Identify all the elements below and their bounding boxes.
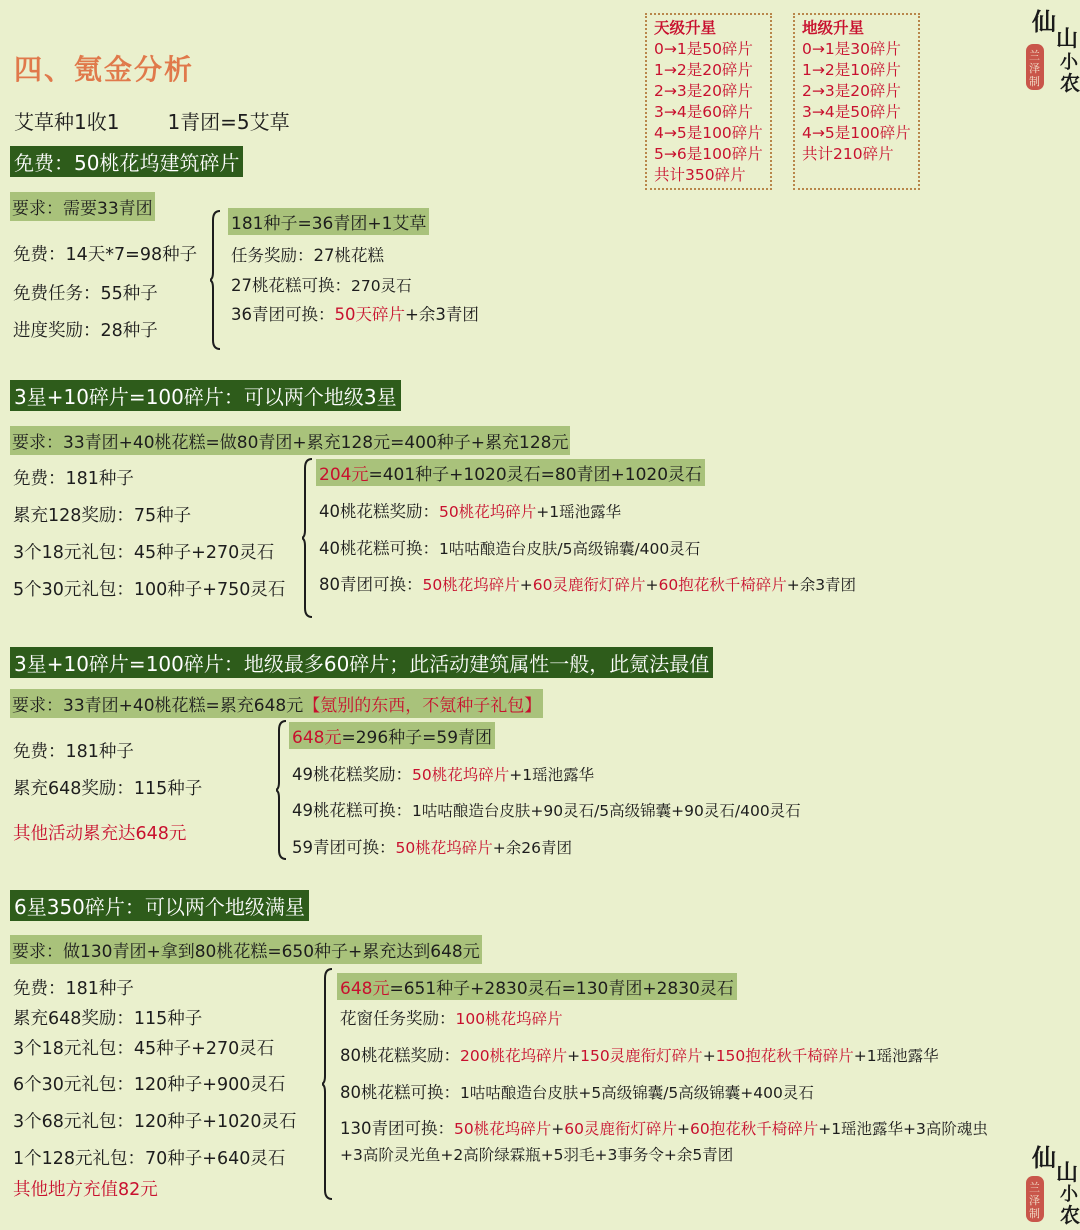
heaven-star-row: 3→4是60碎片 [654, 103, 753, 121]
right-text: 80桃花糕可换： [340, 1083, 460, 1102]
subtitle-left: 艾草种1收1 [14, 110, 120, 134]
svg-text:泽: 泽 [1029, 62, 1040, 75]
earth-star-table [793, 13, 920, 190]
section-4-left-item: 3个18元礼包：45种子+270灵石 [13, 1039, 275, 1059]
right-text: + [676, 1120, 690, 1138]
right-text-highlight: 50桃花坞碎片 [422, 576, 520, 594]
svg-text:兰: 兰 [1029, 1181, 1040, 1194]
heaven-star-row: 2→3是20碎片 [654, 82, 753, 100]
requirement-text: 要求：33青团+40桃花糕=累充648元 [12, 696, 304, 716]
right-text-highlight: 50天碎片 [334, 305, 405, 324]
right-text: + [519, 576, 533, 594]
section-3-right-item [292, 761, 594, 785]
subtitle-right: 1青团=5艾草 [167, 110, 290, 134]
section-3-requirement [10, 689, 543, 718]
right-text: 59青团可换： [292, 838, 396, 857]
section-1-requirement: 要求：需要33青团 [10, 192, 155, 221]
section-3-right-top [289, 722, 495, 749]
svg-text:仙: 仙 [1032, 1143, 1056, 1172]
section-1-right-item [231, 242, 384, 266]
right-text: +1瑶池露华+3高阶魂虫 [818, 1120, 988, 1138]
section-2-left-item: 3个18元礼包：45种子+270灵石 [13, 543, 275, 563]
heaven-star-row: 共计350碎片 [654, 166, 746, 184]
svg-text:泽: 泽 [1029, 1194, 1040, 1207]
section-4-brace [322, 968, 332, 1200]
earth-star-row: 4→5是100碎片 [802, 124, 911, 142]
right-text: + [551, 1120, 565, 1138]
right-text: + [702, 1047, 716, 1065]
right-top-highlight: 648元 [292, 728, 342, 748]
heaven-star-table [645, 13, 772, 190]
svg-text:兰: 兰 [1029, 49, 1040, 62]
section-3-right-item [292, 797, 801, 821]
section-4-right-item [340, 1042, 939, 1066]
right-text: 40桃花糕奖励： [319, 502, 439, 521]
section-4-left-note: 其他地方充值82元 [13, 1180, 158, 1200]
right-text: 27桃花糕可换： [231, 276, 351, 295]
section-1-header: 免费：50桃花坞建筑碎片 [10, 146, 243, 177]
section-3-header: 3星+10碎片=100碎片：地级最多60碎片；此活动建筑属性一般，此氪法最值 [10, 647, 713, 678]
section-4-right-item [340, 1005, 563, 1029]
right-text: 40桃花糕可换： [319, 539, 439, 558]
heaven-star-row: 4→5是100碎片 [654, 124, 763, 142]
section-2-right-item [319, 571, 856, 595]
section-2-left-item: 累充128奖励：75种子 [13, 506, 192, 526]
earth-star-header: 地级升星 [802, 19, 865, 37]
svg-text:山: 山 [1056, 26, 1079, 52]
right-text: 1咕咕酿造台皮肤+5高级锦囊/5高级锦囊+400灵石 [460, 1084, 814, 1102]
right-text: 130青团可换： [340, 1119, 454, 1138]
right-text: 80桃花糕奖励： [340, 1046, 460, 1065]
svg-text:农: 农 [1060, 71, 1080, 94]
right-top-text: =296种子=59青团 [341, 728, 493, 748]
section-2-right-top [316, 459, 705, 486]
heaven-star-row: 5→6是100碎片 [654, 145, 763, 163]
section-1-left-item: 免费任务：55种子 [13, 284, 158, 304]
heaven-star-header: 天级升星 [654, 19, 717, 37]
section-2-requirement: 要求：33青团+40桃花糕=做80青团+累充128元=400种子+累充128元 [10, 426, 570, 455]
seal-logo-bottom [1026, 1140, 1080, 1230]
section-4-header: 6星350碎片：可以两个地级满星 [10, 890, 309, 921]
section-4-left-item: 1个128元礼包：70种子+640灵石 [13, 1149, 286, 1169]
right-text-highlight: 100桃花坞碎片 [455, 1010, 563, 1028]
section-4-requirement: 要求：做130青团+拿到80桃花糕=650种子+累充达到648元 [10, 935, 482, 964]
right-text: 270灵石 [351, 277, 412, 295]
right-text: +余26青团 [492, 839, 572, 857]
section-2-right-item [319, 498, 621, 522]
right-text: 49桃花糕可换： [292, 801, 412, 820]
section-1-right-item [231, 272, 412, 296]
right-text: +余3青团 [405, 305, 479, 324]
earth-star-row: 2→3是20碎片 [802, 82, 901, 100]
right-text-highlight: 50桃花坞碎片 [395, 839, 493, 857]
section-4-right-item [340, 1143, 733, 1165]
section-2-left-item: 免费：181种子 [13, 469, 134, 489]
section-3-right-item [292, 834, 572, 858]
section-1-left-item: 进度奖励：28种子 [13, 321, 158, 341]
requirement-highlight: 【氪别的东西，不氪种子礼包】 [303, 696, 542, 716]
right-text-highlight: 200桃花坞碎片 [460, 1047, 568, 1065]
section-4-left-item: 6个30元礼包：120种子+900灵石 [13, 1075, 286, 1095]
earth-star-row: 0→1是30碎片 [802, 40, 901, 58]
right-text-highlight: 50桃花坞碎片 [412, 766, 510, 784]
section-2-right-item [319, 535, 700, 559]
section-2-brace [302, 458, 312, 618]
page-title: 四、氪金分析 [14, 53, 195, 86]
right-text: +3高阶灵光鱼+2高阶绿霖瓶+5羽毛+3事务令+余5青团 [340, 1146, 734, 1164]
right-text-highlight: 60灵鹿衔灯碎片 [564, 1120, 677, 1138]
section-3-left-item: 免费：181种子 [13, 742, 134, 762]
section-1-right-item [231, 301, 479, 325]
right-top-highlight: 648元 [340, 979, 390, 999]
svg-text:制: 制 [1029, 1207, 1040, 1220]
svg-text:小: 小 [1060, 52, 1078, 73]
section-4-right-top [337, 973, 737, 1000]
right-text: + [645, 576, 659, 594]
right-text: 花窗任务奖励： [340, 1009, 456, 1028]
seal-logo-top [1026, 4, 1080, 98]
heaven-star-row: 1→2是20碎片 [654, 61, 753, 79]
right-text-highlight: 60抱花秋千椅碎片 [689, 1120, 819, 1138]
svg-text:制: 制 [1029, 75, 1040, 88]
section-1-brace [210, 210, 220, 350]
section-4-left-item: 3个68元礼包：120种子+1020灵石 [13, 1112, 297, 1132]
section-3-brace [276, 720, 286, 860]
right-text: 1咕咕酿造台皮肤/5高级锦囊/400灵石 [439, 540, 701, 558]
right-text-highlight: 50桃花坞碎片 [439, 503, 537, 521]
svg-text:仙: 仙 [1032, 7, 1056, 36]
right-text-highlight: 150灵鹿衔灯碎片 [580, 1047, 703, 1065]
earth-star-row: 共计210碎片 [802, 145, 894, 163]
section-2-header: 3星+10碎片=100碎片：可以两个地级3星 [10, 380, 401, 411]
section-3-left-item: 累充648奖励：115种子 [13, 779, 203, 799]
right-text: +1瑶池露华 [853, 1047, 939, 1065]
right-text: +余3青团 [786, 576, 857, 594]
section-2-left-item: 5个30元礼包：100种子+750灵石 [13, 580, 286, 600]
earth-star-row: 3→4是50碎片 [802, 103, 901, 121]
section-4-right-item [340, 1079, 814, 1103]
section-3-left-note: 其他活动累充达648元 [13, 824, 187, 844]
subtitle [14, 106, 290, 135]
svg-text:小: 小 [1060, 1184, 1078, 1205]
right-text: +1瑶池露华 [536, 503, 622, 521]
svg-text:农: 农 [1060, 1203, 1080, 1226]
right-top-text: =401种子+1020灵石=80青团+1020灵石 [368, 465, 703, 485]
section-4-left-item: 累充648奖励：115种子 [13, 1009, 203, 1029]
right-text-highlight: 150抱花秋千椅碎片 [715, 1047, 854, 1065]
right-text: + [567, 1047, 581, 1065]
right-text-highlight: 60抱花秋千椅碎片 [658, 576, 787, 594]
heaven-star-row: 0→1是50碎片 [654, 40, 753, 58]
section-1-left-item: 免费：14天*7=98种子 [13, 245, 198, 265]
right-text: +1瑶池露华 [509, 766, 595, 784]
right-text: 任务奖励：27桃花糕 [231, 246, 384, 265]
right-text: 80青团可换： [319, 575, 423, 594]
right-text: 49桃花糕奖励： [292, 765, 412, 784]
right-top-highlight: 204元 [319, 465, 369, 485]
earth-star-row: 1→2是10碎片 [802, 61, 901, 79]
svg-text:山: 山 [1056, 1160, 1079, 1186]
right-text-highlight: 60灵鹿衔灯碎片 [532, 576, 646, 594]
right-text-highlight: 50桃花坞碎片 [454, 1120, 552, 1138]
right-text: 36青团可换： [231, 305, 335, 324]
section-4-right-item [340, 1115, 988, 1139]
section-1-right-top: 181种子=36青团+1艾草 [228, 208, 429, 235]
section-4-left-item: 免费：181种子 [13, 979, 134, 999]
right-top-text: =651种子+2830灵石=130青团+2830灵石 [389, 979, 734, 999]
right-text: 1咕咕酿造台皮肤+90灵石/5高级锦囊+90灵石/400灵石 [412, 802, 801, 820]
